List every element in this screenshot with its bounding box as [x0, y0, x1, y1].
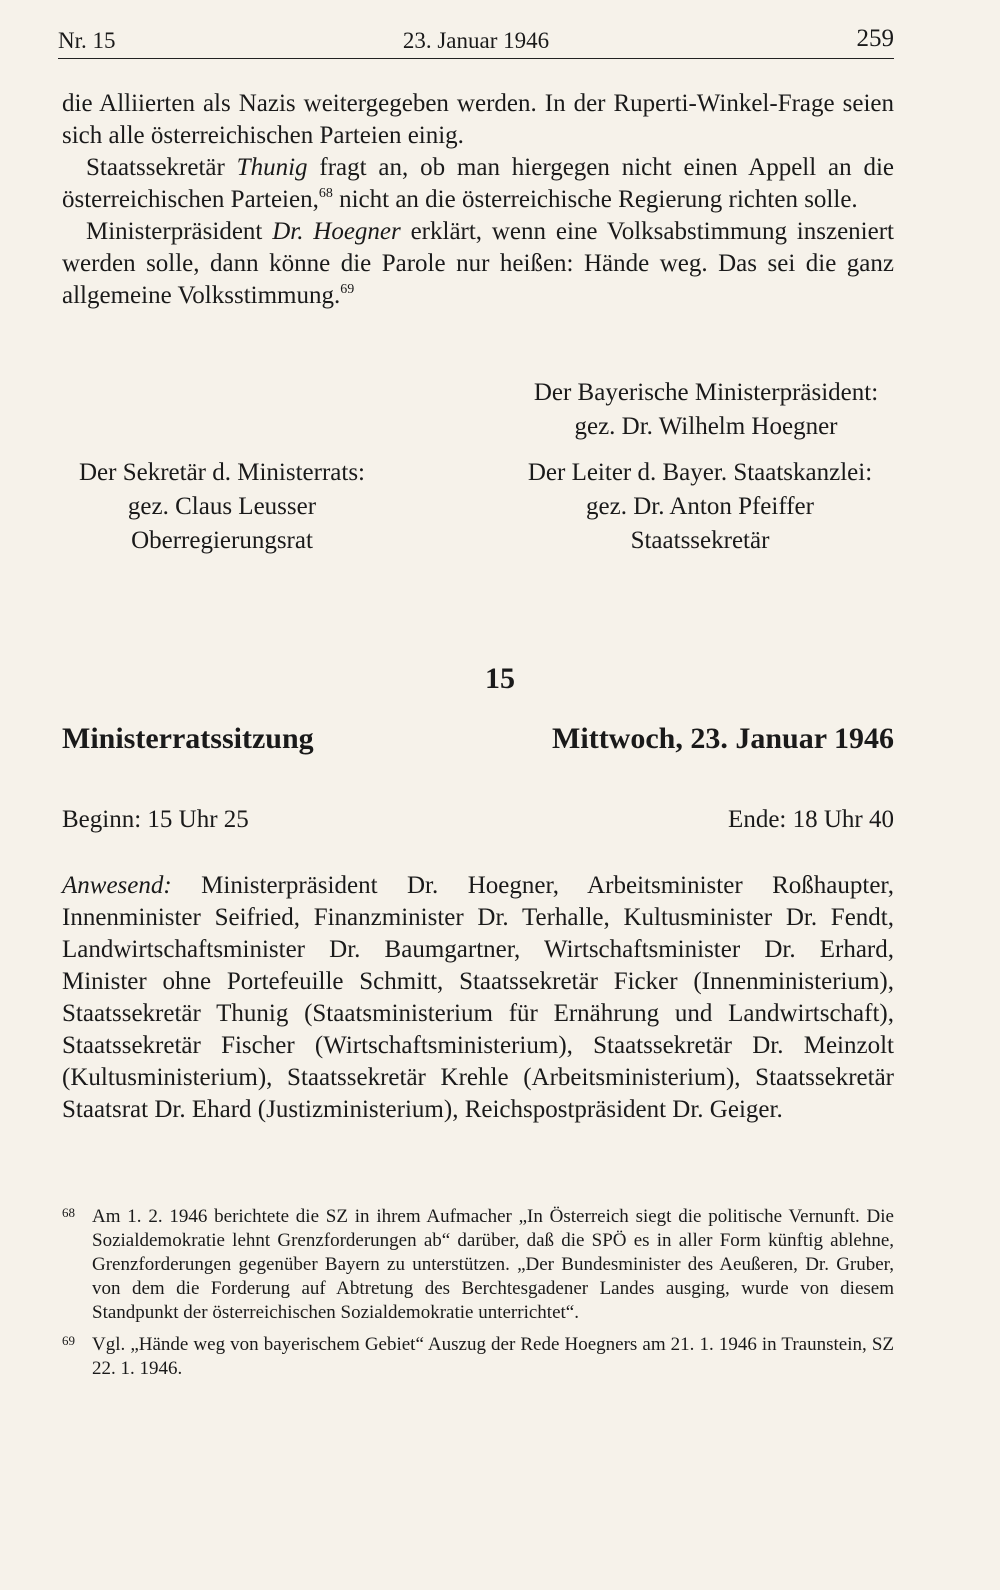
document-number: 15: [485, 662, 515, 695]
issue-number: Nr. 15: [58, 28, 116, 53]
header-rule: [58, 58, 894, 59]
footnote-68: [62, 1205, 894, 1325]
session-date: Mittwoch, 23. Januar 1946: [552, 722, 894, 755]
speaker-name: Thunig: [236, 154, 308, 181]
signature-secretary: Der Sekretär d. Ministerrats: gez. Claus Leusser Oberregierungsrat: [78, 459, 366, 554]
paragraph-3: Ministerpräsident Dr. Hoegner erklärt, wenn eine Volksabstimmung inszeniert werden solle, dann könne die Parole nur heißen: Hände weg. Das sei die ganz allgemeine Volksstimmung.$^{69}$: [62, 218, 894, 309]
footnote-ref-69[interactable]: 69: [340, 282, 355, 297]
signature-minister-president: Der Bayerische Ministerpräsident: gez. Dr. Wilhelm Hoegner: [533, 379, 879, 440]
present-names: Ministerpräsident Dr. Hoegner, Arbeitsminister Roßhaupter, Innenminister Seifried, Finanzminister Dr. Terhalle, Kultusminister Dr. Fendt, Landwirtschaftsminister Dr. Baumgartner, Wirtschaftsminister Dr. Erhard, Minister ohne Portefeuille Schmitt, Staatssekretär Ficker (Innenministerium), Staatssekretär Thunig (Staatsministerium für Ernährung und Landwirtschaft), Staatssekretär Fischer (Wirtschaftsministerium), Staatssekretär Dr. Meinzolt (Kultusministerium), Staatssekretär Krehle (Arbeitsministerium), Staatssekretär Staatsrat Dr. Ehard (Justizministerium), Reichspostpräsident Dr. Geiger.: [62, 872, 894, 1123]
footnote-mark: 68: [62, 1205, 75, 1220]
attendance-list: [62, 870, 894, 1126]
session-end: Ende: 18 Uhr 40: [728, 806, 894, 833]
footnote-text: Am 1. 2. 1946 berichtete die SZ in ihrem Aufmacher „In Österreich siegt die politische Vernunft. Die Sozialdemokratie lehnt Grenzforderungen ab“ darüber, daß die SPÖ es in aller Form künftig ablehne, Grenzforderungen gegenüber Bayern zu unterstützen. „Der Bundesminister des Aeußeren, Dr. Gruber, von dem die Forderung auf Abtretung des Berchtesgadener Landes ausging, wurde von diesem Standpunkt der österreichischen Sozialdemokratie unterrichtet“.: [92, 1206, 894, 1323]
footnote-mark: 69: [62, 1333, 75, 1348]
footnote-69: [62, 1333, 894, 1381]
continuation-text: [62, 88, 894, 312]
footnote-ref-68[interactable]: 68: [318, 186, 333, 201]
page-number: 259: [856, 25, 894, 52]
footnotes: [62, 1205, 894, 1389]
footnote-text: Vgl. „Hände weg von bayerischem Gebiet“ Auszug der Rede Hoegners am 21. 1. 1946 in Traunstein, SZ 22. 1. 1946.: [92, 1334, 894, 1379]
session-begin: Beginn: 15 Uhr 25: [62, 806, 249, 833]
header-date: 23. Januar 1946: [402, 28, 550, 53]
present-label: Anwesend:: [62, 872, 172, 899]
paragraph-1: die Alliierten als Nazis weitergegeben werden. In der Ruperti-Winkel-Frage seien sich alle österreichischen Parteien einig.: [62, 90, 894, 149]
session-title: Ministerratssitzung: [62, 722, 314, 755]
paragraph-2: Staatssekretär Thunig fragt an, ob man hiergegen nicht einen Appell an die österreichischen Parteien,$^{68}$ nicht an die österreichische Regierung richten solle.: [62, 154, 894, 213]
running-header: [58, 26, 894, 56]
signature-chancellery: Der Leiter d. Bayer. Staatskanzlei: gez. Dr. Anton Pfeiffer Staatssekretär: [527, 459, 873, 554]
speaker-name: Dr. Hoegner: [272, 218, 401, 245]
